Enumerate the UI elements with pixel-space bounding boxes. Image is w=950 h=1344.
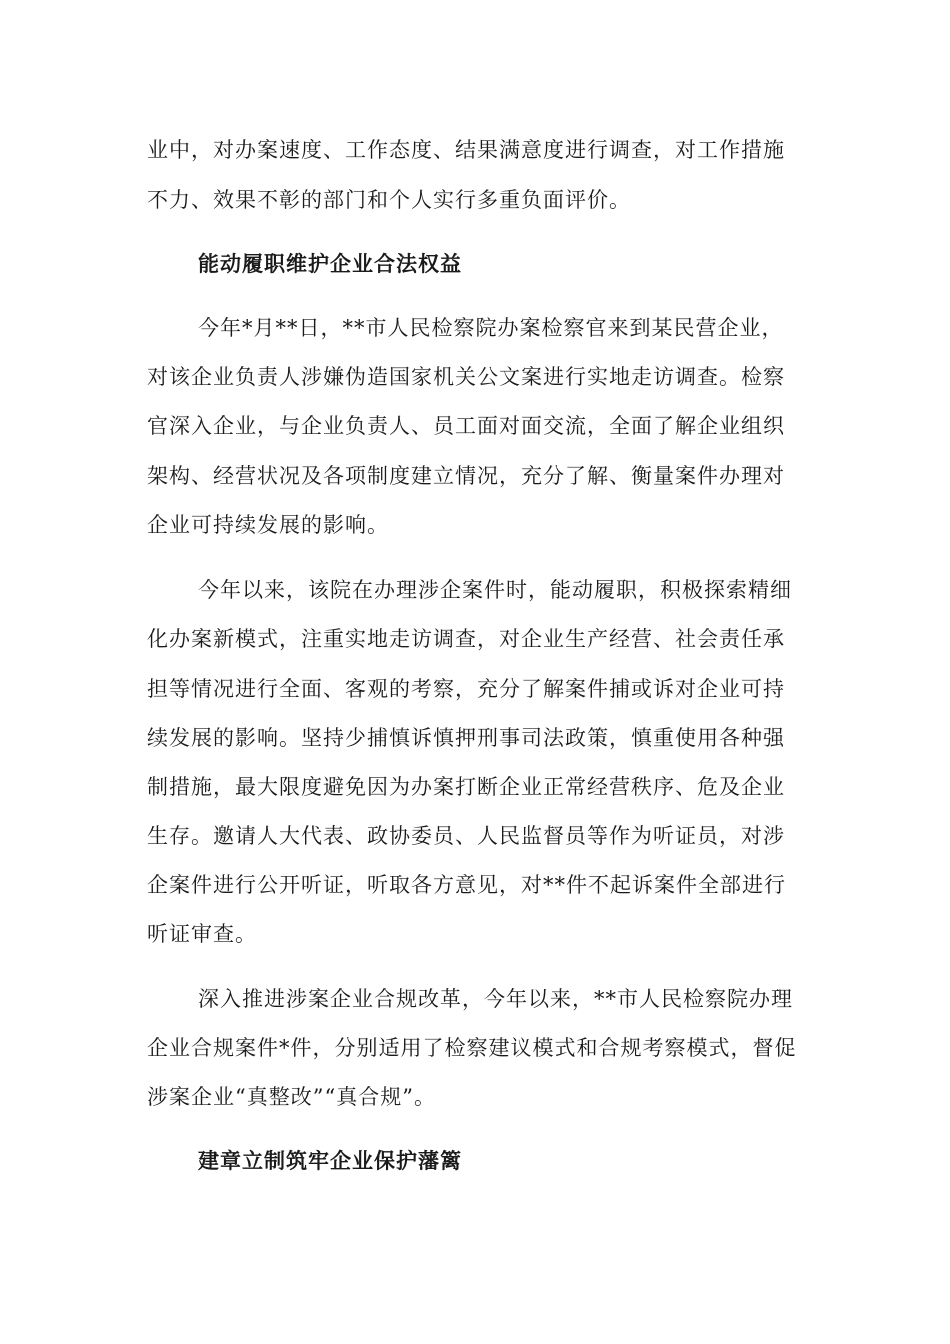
section-heading: 建章立制筑牢企业保护藩篱 bbox=[198, 1148, 462, 1173]
paragraph-line: 企业可持续发展的影响。 bbox=[147, 513, 389, 537]
paragraph-line: 深入推进涉案企业合规改革，今年以来，**市人民检察院办理 bbox=[198, 987, 793, 1011]
intro-line: 业中，对办案速度、工作态度、结果满意度进行调查，对工作措施 bbox=[147, 138, 785, 162]
paragraph-line: 企业合规案件*件，分别适用了检察建议模式和合规考察模式，督促 bbox=[147, 1036, 797, 1060]
paragraph-line: 续发展的影响。坚持少捕慎诉慎押刑事司法政策，慎重使用各种强 bbox=[147, 726, 785, 750]
paragraph-line: 官深入企业，与企业负责人、员工面对面交流，全面了解企业组织 bbox=[147, 414, 785, 438]
section-heading: 能动履职维护企业合法权益 bbox=[198, 251, 462, 276]
intro-line: 不力、效果不彰的部门和个人实行多重负面评价。 bbox=[147, 188, 631, 212]
paragraph-line: 今年以来，该院在办理涉企案件时，能动履职，积极探索精细 bbox=[198, 578, 792, 602]
paragraph-line: 对该企业负责人涉嫌伪造国家机关公文案进行实地走访调查。检察 bbox=[147, 365, 785, 389]
paragraph-line: 架构、经营状况及各项制度建立情况，充分了解、衡量案件办理对 bbox=[147, 464, 785, 488]
paragraph-line: 生存。邀请人大代表、政协委员、人民监督员等作为听证员，对涉 bbox=[147, 824, 785, 848]
paragraph-line: 今年*月**日，**市人民检察院办案检察官来到某民营企业， bbox=[198, 316, 784, 340]
paragraph-line: 企案件进行公开听证，听取各方意见，对**件不起诉案件全部进行 bbox=[147, 873, 786, 897]
paragraph-line: 制措施，最大限度避免因为办案打断企业正常经营秩序、危及企业 bbox=[147, 775, 785, 799]
paragraph-line: 听证审查。 bbox=[147, 922, 257, 946]
paragraph-line: 担等情况进行全面、客观的考察，充分了解案件捕或诉对企业可持 bbox=[147, 677, 785, 701]
paragraph-line: 化办案新模式，注重实地走访调查，对企业生产经营、社会责任承 bbox=[147, 627, 785, 651]
paragraph-line: 涉案企业“真整改”“真合规”。 bbox=[147, 1085, 436, 1109]
